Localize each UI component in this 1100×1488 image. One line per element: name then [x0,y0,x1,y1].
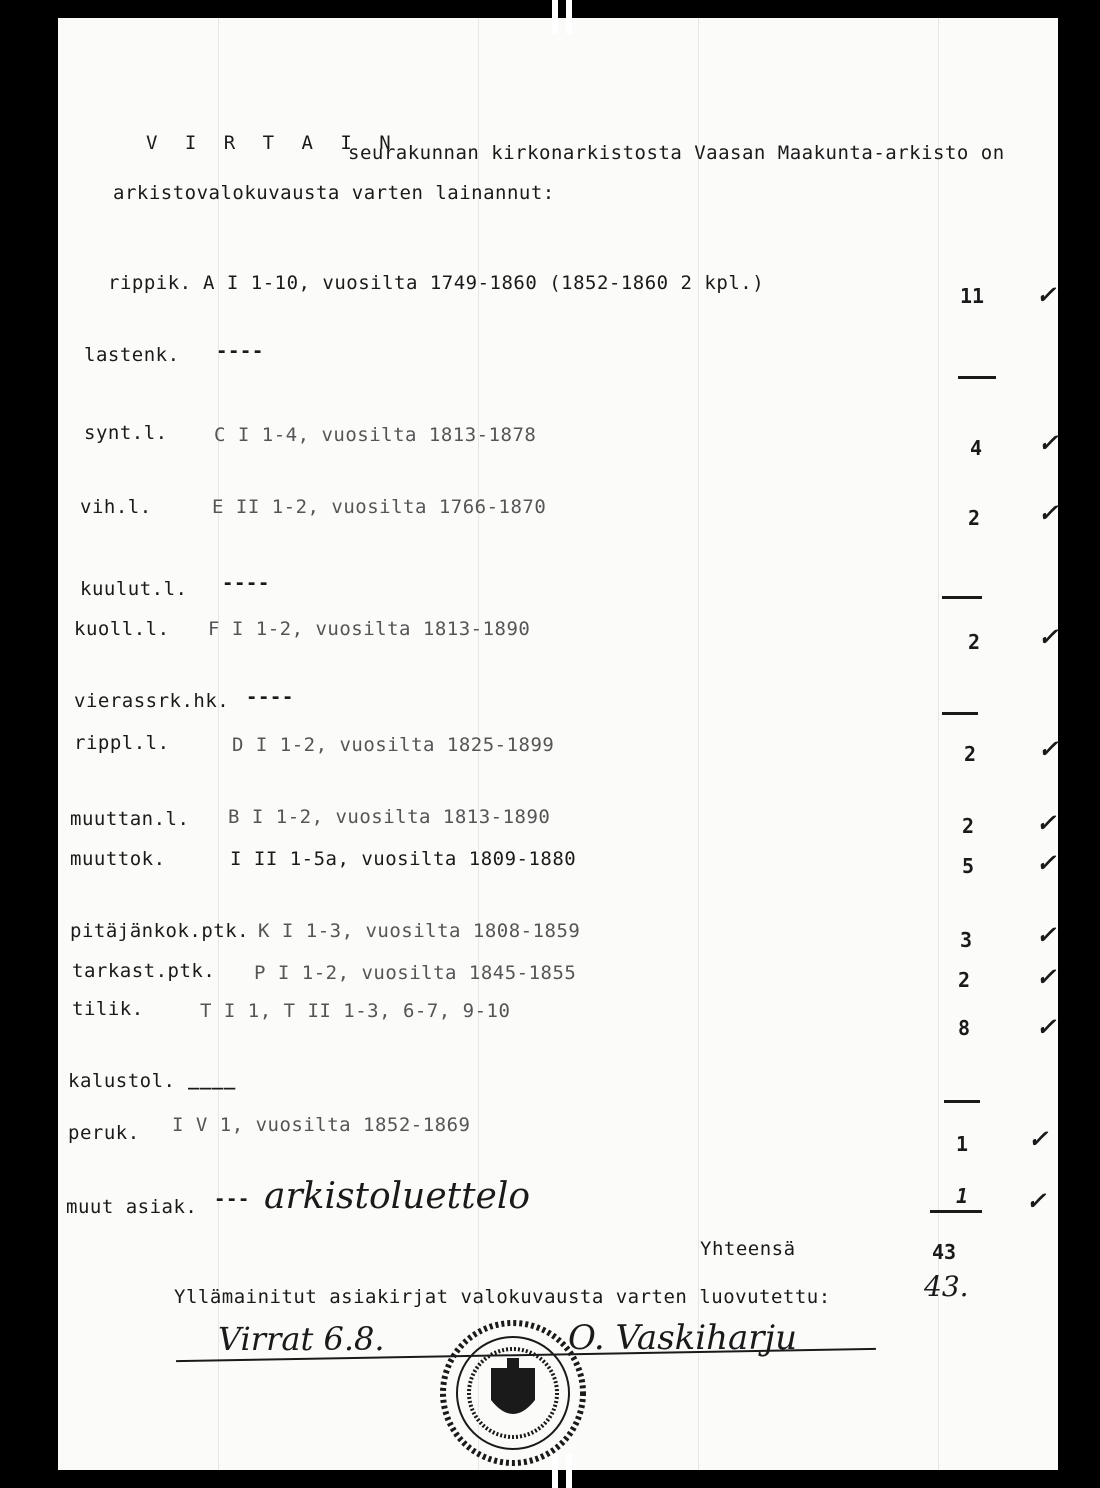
film-notch [552,1454,558,1488]
row-label: rippik. [108,272,192,294]
row-reference: E II 1-2, vuosilta 1766-1870 [212,496,547,518]
row-reference: A I 1-10, vuosilta 1749-1860 (1852-1860 2 kpl.) [203,272,765,294]
row-reference: T I 1, T II 1-3, 6-7, 9-10 [200,1000,511,1022]
check-mark: ✓ [1028,1124,1049,1153]
row-count: 2 [964,742,977,766]
check-mark: ✓ [1036,920,1057,949]
row-reference: ---- [246,686,294,708]
row-count: 5 [962,854,975,878]
count-dash [930,1210,982,1213]
row-count: 3 [960,928,973,952]
check-mark: ✓ [1038,622,1058,651]
row-reference: D I 1-2, vuosilta 1825-1899 [232,734,555,756]
total-typed: 43 [932,1240,957,1264]
check-mark: ✓ [1036,848,1057,877]
check-mark: ✓ [1036,280,1057,309]
check-mark: ✓ [1036,808,1057,837]
row-count: 4 [970,436,983,460]
row-count: 2 [968,506,981,530]
row-reference: C I 1-4, vuosilta 1813-1878 [214,424,537,446]
row-label: kalustol. [68,1070,176,1092]
row-reference: I II 1-5a, vuosilta 1809-1880 [230,848,577,870]
row-count: 8 [958,1016,971,1040]
row-count: 2 [958,968,971,992]
row-label: muuttan.l. [70,808,190,830]
count-dash [942,712,978,715]
row-label: kuulut.l. [80,578,188,600]
row-reference: ____ [188,1068,236,1090]
row-count: 1 [956,1132,969,1156]
total-label: Yhteensä [700,1238,796,1260]
row-reference: F I 1-2, vuosilta 1813-1890 [208,618,531,640]
total-handwritten: 43. [924,1270,969,1303]
row-count: 2 [962,814,975,838]
footer-statement: Yllämainitut asiakirjat valokuvausta varten luovutettu: [174,1286,831,1308]
count-dash [944,1100,980,1103]
row-label: vih.l. [80,496,152,518]
row-label: kuoll.l. [74,618,170,640]
handwritten-note: arkistoluettelo [264,1176,531,1217]
row-label: peruk. [68,1122,140,1144]
check-mark: ✓ [1038,734,1058,763]
row-reference: --- [214,1188,250,1210]
place-date: Virrat 6.8. [218,1320,385,1358]
row-reference: ---- [216,340,264,362]
row-label: muuttok. [70,848,166,870]
check-mark: ✓ [1036,1012,1057,1041]
row-count: 11 [960,284,985,308]
row-reference: P I 1-2, vuosilta 1845-1855 [254,962,577,984]
row-label: lastenk. [84,344,180,366]
film-notch [566,0,572,34]
check-mark: ✓ [1026,1186,1047,1215]
row-label: muut asiak. [66,1196,198,1218]
check-mark: ✓ [1038,428,1058,457]
film-notch [552,0,558,34]
check-mark: ✓ [1038,498,1058,527]
row-label: vierassrk.hk. [74,690,230,712]
check-mark: ✓ [1036,962,1057,991]
header-line-1: seurakunnan kirkonarkistosta Vaasan Maakunta-arkisto on [348,142,1005,164]
row-label: tilik. [72,998,144,1020]
row-reference: I V 1, vuosilta 1852-1869 [172,1114,471,1136]
parish-seal-stamp [433,1318,593,1468]
row-reference: B I 1-2, vuosilta 1813-1890 [228,806,551,828]
scan-border [1058,0,1100,1488]
row-label: pitäjänkok.ptk. [70,920,250,942]
count-dash [958,376,996,379]
header-line-2: arkistovalokuvausta varten lainannut: [113,182,555,204]
row-count: 1 [956,1184,969,1208]
row-count: 2 [968,630,981,654]
row-label: tarkast.ptk. [72,960,216,982]
row-reference: ---- [222,572,270,594]
row-label: synt.l. [84,422,168,444]
signature: O. Vaskiharju [568,1318,797,1358]
document-page [58,18,1058,1470]
film-notch [566,1454,572,1488]
parish-name: V I R T A I N [146,132,399,154]
count-dash [942,596,982,599]
row-label: rippl.l. [74,732,170,754]
row-reference: K I 1-3, vuosilta 1808-1859 [258,920,581,942]
